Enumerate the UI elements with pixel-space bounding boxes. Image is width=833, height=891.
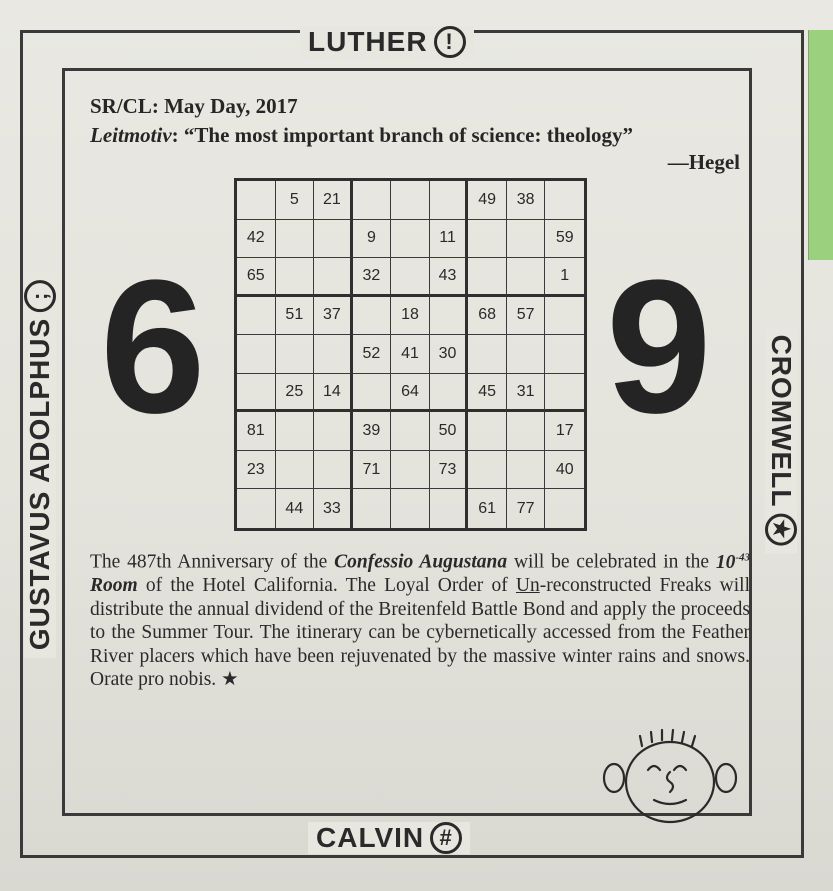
- grid-cell: 50: [430, 412, 469, 451]
- body-part-1: The 487th Anniversary of the: [90, 551, 335, 573]
- grid-cell: [314, 412, 353, 451]
- grid-cell: 52: [353, 335, 392, 374]
- grid-cell: 81: [237, 412, 276, 451]
- leitmotiv-label: Leitmotiv: [90, 123, 172, 147]
- grid-cell: 59: [545, 220, 584, 259]
- grid-cell: [468, 412, 507, 451]
- star-icon: ★: [221, 669, 239, 690]
- grid-cell: 42: [237, 220, 276, 259]
- grid-cell: 32: [353, 258, 392, 297]
- grid-cell: 68: [468, 297, 507, 336]
- grid-cell: 43: [430, 258, 469, 297]
- hash-badge-icon: #: [430, 822, 462, 854]
- grid-cell: [468, 451, 507, 490]
- grid-cell: 38: [507, 181, 546, 220]
- grid-cell: [237, 181, 276, 220]
- grid-cell: [507, 220, 546, 259]
- grid-cell: 5: [276, 181, 315, 220]
- grid-cell: [507, 412, 546, 451]
- right-label: [765, 327, 797, 554]
- top-label: [300, 26, 474, 58]
- grid-cell: 41: [391, 335, 430, 374]
- grid-cell: [430, 374, 469, 413]
- leitmotiv-quote: “The most important branch of science: theology”: [183, 123, 634, 147]
- adjacent-page-edge: [808, 30, 833, 260]
- grid-cell: [430, 297, 469, 336]
- grid-cell: [314, 451, 353, 490]
- grid-cell: [237, 297, 276, 336]
- quote-attribution: —Hegel: [667, 150, 740, 174]
- grid-cell: 57: [507, 297, 546, 336]
- grid-cell: 64: [391, 374, 430, 413]
- grid-cell: [545, 374, 584, 413]
- grid-cell: [237, 489, 276, 528]
- grid-cell: [276, 451, 315, 490]
- grid-cell: 77: [507, 489, 546, 528]
- grid-cell: [391, 220, 430, 259]
- bottom-label-text: CALVIN: [316, 822, 425, 853]
- body-part-4: -reconstructed Freaks will distribute the annual dividend of the Breitenfeld Battle Bond and apply the proceeds to the Summer Tour. The itinerary can be cybernetically accessed from the Feather River placers which have been rejuvenated by the massive winter rains and snows. Orate pro nobis.: [90, 575, 750, 690]
- grid-cell: [430, 181, 469, 220]
- grid-cell: [391, 258, 430, 297]
- grid-cell: [314, 335, 353, 374]
- grid-cell: 40: [545, 451, 584, 490]
- grid-cell: [353, 489, 392, 528]
- grid-cell: [391, 489, 430, 528]
- grid-cell: 65: [237, 258, 276, 297]
- grid-cell: 25: [276, 374, 315, 413]
- grid-cell: [353, 181, 392, 220]
- left-label-text: GUSTAVUS ADOLPHUS: [24, 317, 55, 651]
- grid-cell: 71: [353, 451, 392, 490]
- grid-cell: 33: [314, 489, 353, 528]
- grid-cell: 18: [391, 297, 430, 336]
- grid-cell: 30: [430, 335, 469, 374]
- grid-cell: 51: [276, 297, 315, 336]
- semicolon-badge-icon: ;: [24, 280, 56, 312]
- big-digit-right: 9: [606, 241, 712, 453]
- grid-cell: 23: [237, 451, 276, 490]
- grid-cell: 45: [468, 374, 507, 413]
- grid-cell: 1: [545, 258, 584, 297]
- room-word: Room: [90, 575, 138, 596]
- room-base: 10: [715, 551, 736, 573]
- grid-cell: [545, 297, 584, 336]
- body-emphasis-1: Confessio Augustana: [334, 551, 508, 573]
- grid-cell: [237, 335, 276, 374]
- grid-cell: 17: [545, 412, 584, 451]
- bottom-label: [308, 822, 470, 854]
- grid-cell: [468, 258, 507, 297]
- grid-cell: [545, 335, 584, 374]
- grid-cell: [468, 335, 507, 374]
- grid-cell: 37: [314, 297, 353, 336]
- grid-cell: 73: [430, 451, 469, 490]
- grid-cell: [507, 451, 546, 490]
- star-badge-icon: ★: [765, 513, 797, 545]
- body-part-2: will be celebrated in the: [507, 551, 716, 573]
- leitmotiv-separator: :: [171, 123, 184, 147]
- room-exponent: -43: [735, 551, 750, 563]
- grid-cell: 31: [507, 374, 546, 413]
- grid-cell: [545, 181, 584, 220]
- number-grid: [234, 178, 587, 531]
- grid-cell: [391, 451, 430, 490]
- grid-cell: [353, 374, 392, 413]
- grid-cell: [391, 412, 430, 451]
- grid-cell: 39: [353, 412, 392, 451]
- left-label: [24, 272, 56, 658]
- grid-cell: [430, 489, 469, 528]
- leitmotiv-line: [90, 121, 740, 149]
- grid-cell: [507, 258, 546, 297]
- grid-cell: [353, 297, 392, 336]
- grid-cell: [314, 258, 353, 297]
- grid-cell: [507, 335, 546, 374]
- top-label-text: LUTHER: [308, 26, 428, 57]
- grid-cell: [276, 220, 315, 259]
- puzzle-title: SR/CL: May Day, 2017: [90, 94, 298, 118]
- grid-cell: 14: [314, 374, 353, 413]
- grid-cell: [391, 181, 430, 220]
- grid-cell: 44: [276, 489, 315, 528]
- grid-cell: [276, 335, 315, 374]
- grid-cell: [237, 374, 276, 413]
- grid-cell: 21: [314, 181, 353, 220]
- header: [90, 92, 740, 175]
- exclamation-badge-icon: !: [434, 26, 466, 58]
- doodle-face-icon: [600, 728, 740, 828]
- grid-cell: 9: [353, 220, 392, 259]
- grid-cell: 49: [468, 181, 507, 220]
- grid-cell: [545, 489, 584, 528]
- grid-cell: [468, 220, 507, 259]
- grid-cell: 61: [468, 489, 507, 528]
- grid-cell: [276, 258, 315, 297]
- grid-cell: [276, 412, 315, 451]
- right-label-text: CROMWELL: [766, 334, 797, 508]
- body-part-3: of the Hotel California. The Loyal Order of: [137, 575, 516, 596]
- announcement-text: [90, 546, 750, 692]
- grid-cell: [314, 220, 353, 259]
- grid-cell: 11: [430, 220, 469, 259]
- body-underlined: Un: [515, 575, 540, 596]
- big-digit-left: 6: [100, 241, 206, 453]
